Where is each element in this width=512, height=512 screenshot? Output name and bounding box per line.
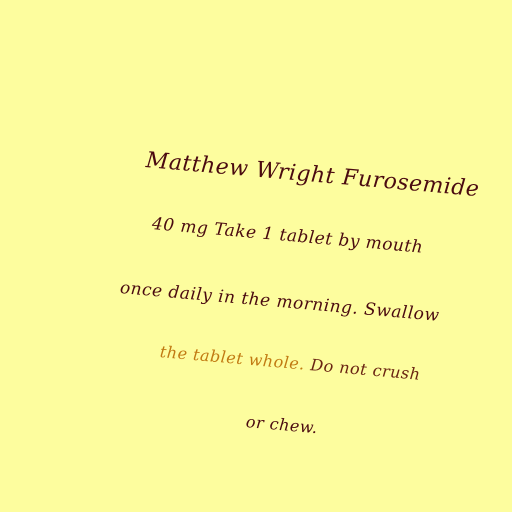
instruction-part-1: the tablet whole. bbox=[159, 342, 306, 374]
patient-and-medication-line: Matthew Wright Furosemide bbox=[144, 148, 481, 203]
instruction-line bbox=[159, 342, 421, 384]
instruction-part-2: Do not crush bbox=[309, 355, 422, 384]
frequency-line: once daily in the morning. Swallow bbox=[119, 278, 441, 326]
dosage-line: 40 mg Take 1 tablet by mouth bbox=[151, 214, 424, 258]
instruction-end-line: or chew. bbox=[245, 412, 319, 438]
